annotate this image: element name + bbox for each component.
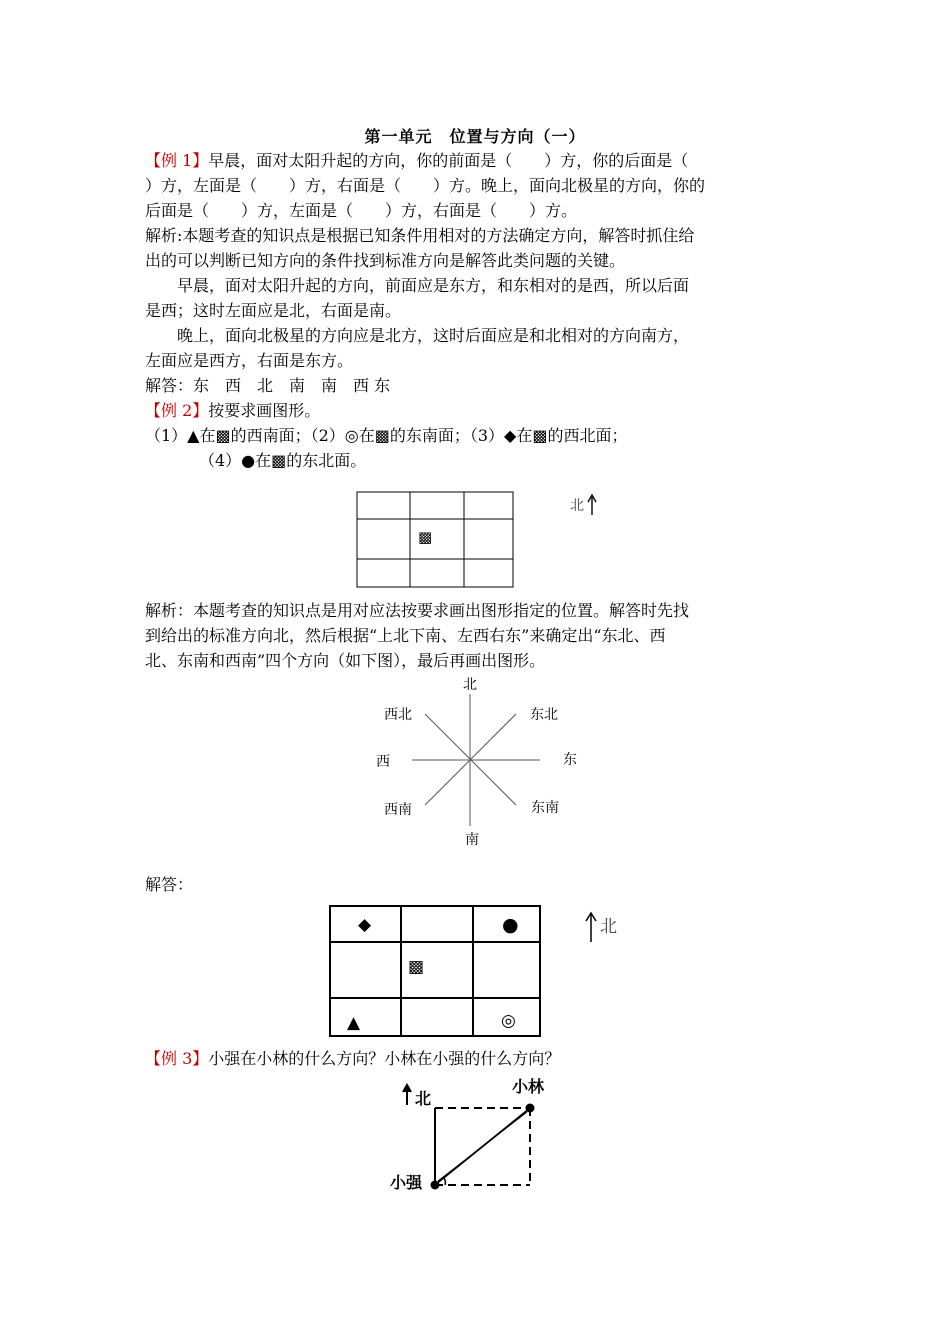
answer-center-symbol: ▩ (408, 957, 425, 977)
compass-west: 西 (376, 754, 390, 770)
ex2-heading: 【例 2】按要求画图形。 (145, 401, 321, 420)
ex3-question: 小强在小林的什么方向？小林在小强的什么方向？ (208, 1049, 561, 1068)
ex2-req1: （1）▲在▩的西南面；（2）◎在▩的东南面；（3）◆在▩的西北面； (145, 426, 628, 445)
compass-southeast: 东南 (531, 800, 559, 816)
page-title: 第一单元 位置与方向（一） (364, 127, 586, 146)
ex1-line1: 【例 1】早晨，面对太阳升起的方向，你的前面是（ ）方，你的后面是（ (145, 151, 689, 170)
question-grid-figure (350, 485, 640, 595)
compass-east: 东 (563, 752, 577, 768)
example-3 (145, 1046, 805, 1071)
example-1 (145, 148, 805, 473)
ex3-tag: 【例 3】 (145, 1049, 209, 1068)
answer-double-circle: ◎ (501, 1011, 516, 1031)
ex3-diagram (385, 1072, 555, 1200)
ex2-analysis (145, 598, 805, 673)
answer-circle: ● (502, 914, 519, 936)
ex1-analysis-1: 解析:本题考查的知识点是根据已知条件用相对的方法确定方向，解答时抓住给 (145, 226, 695, 245)
compass-northwest: 西北 (384, 707, 412, 723)
xiaolin-label: 小林 (512, 1077, 545, 1096)
ex1-line3: 后面是（ ）方，左面是（ ）方，右面是（ ）方。 (145, 201, 578, 220)
ex1-para2a: 晚上，面向北极星的方向应是北方，这时后面应是和北相对的方向南方， (177, 326, 690, 345)
compass-south: 南 (465, 832, 479, 848)
compass-diagram (370, 674, 590, 850)
ex2-tag: 【例 2】 (145, 401, 209, 420)
xiaolin-point (526, 1104, 535, 1113)
ex1-tag: 【例 1】 (145, 151, 209, 170)
ex2-analysis-2: 到给出的标准方向北，然后根据“上北下南、左西右东”来确定出“东北、西 (145, 626, 666, 645)
xiaoqiang-point (431, 1181, 440, 1190)
ex2-analysis-1: 解析：本题考查的知识点是用对应法按要求画出图形指定的位置。解答时先找 (145, 601, 690, 620)
compass-northeast: 东北 (530, 707, 558, 723)
question-center-symbol: ▩ (418, 528, 433, 546)
ex1-line2: ）方，左面是（ ）方，右面是（ ）方。晚上，面向北极星的方向，你的 (145, 176, 706, 195)
question-north-label: 北 (570, 498, 584, 514)
ex1-para1b: 是西；这时左面应是北，右面是南。 (145, 301, 402, 320)
ex1-answer: 解答：东 西 北 南 南 西 东 (145, 376, 391, 395)
ex2-analysis-3: 北、东南和西南”四个方向（如下图），最后再画出图形。 (145, 651, 546, 670)
ex1-analysis-2: 出的可以判断已知方向的条件找到标准方向是解答此类问题的关键。 (145, 251, 626, 270)
compass-southwest: 西南 (384, 802, 412, 818)
compass-north: 北 (463, 677, 477, 693)
ex1-para1a: 早晨，面对太阳升起的方向，前面应是东方，和东相对的是西，所以后面 (177, 276, 690, 295)
ex1-para2b: 左面应是西方，右面是东方。 (145, 351, 354, 370)
answer-north-label: 北 (600, 917, 617, 937)
answer-diamond: ◆ (358, 915, 372, 935)
answer-north-arrow-icon (586, 913, 596, 942)
ex3-north-label: 北 (415, 1089, 432, 1108)
ex3-north-arrow-icon (403, 1085, 411, 1105)
ex2-req2: （4）●在▩的东北面。 (199, 451, 367, 470)
answer-grid-figure (325, 900, 635, 1042)
north-arrow-icon (588, 495, 596, 515)
answer-triangle: ▲ (347, 1013, 361, 1033)
xiaoqiang-label: 小强 (390, 1173, 423, 1192)
ex2-answer-label: 解答： (145, 875, 194, 894)
